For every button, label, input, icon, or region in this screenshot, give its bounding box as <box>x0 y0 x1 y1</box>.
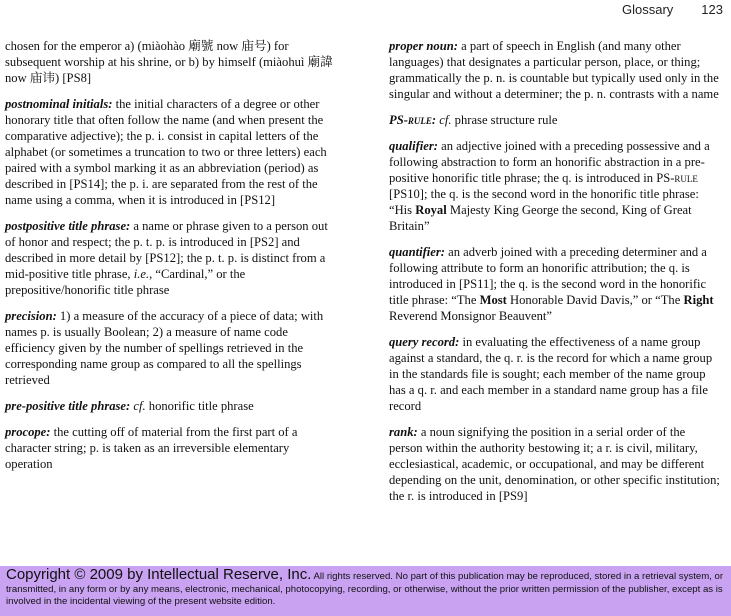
entry-query-record <box>389 334 721 414</box>
copyright-footer <box>0 566 731 616</box>
entry-term: precision: <box>5 309 57 323</box>
entry-quantifier <box>389 244 721 324</box>
entry-cf: cf. <box>133 399 146 413</box>
entry-definition: 1) a measure of the accuracy of a piece of data; with names p. is usually Boolean; 2) a measure of name code efficiency given by the number of spellings retrieved in the corresponding name group as compared to all the spellings retrieved <box>5 309 324 387</box>
entry-cf: cf. <box>439 113 452 127</box>
entry-definition-end: Majesty King George the second, King of Great Britain” <box>389 203 692 233</box>
entry-term <box>389 113 436 127</box>
entry-definition: the cutting off of material from the first part of a character string; p. is taken as an irreversible elementary operation <box>5 425 298 471</box>
section-title: Glossary <box>622 2 674 17</box>
entry-rank <box>389 424 721 504</box>
entry-term: rank: <box>389 425 418 439</box>
entry-procope <box>5 424 337 472</box>
entry-definition-cont: , “Cardinal,” or the prepositive/honorific title phrase <box>5 267 246 297</box>
left-column <box>5 38 337 482</box>
copyright-notice: Copyright © 2009 by Intellectual Reserve, Inc. <box>6 566 312 583</box>
entry-bold-word: Royal <box>415 203 447 217</box>
entry-definition-cont: Honorable David Davis,” or “The <box>506 293 684 307</box>
entry-term: postpositive title phrase: <box>5 219 131 233</box>
entry-term: pre-positive title phrase: <box>5 399 131 413</box>
entry-postnominal-initials <box>5 96 337 208</box>
page-header <box>622 2 723 17</box>
entry-precision <box>5 308 337 388</box>
entry-definition-end: Reverend Monsignor Beauvent” <box>389 309 552 323</box>
entry-ps-rule <box>389 112 721 128</box>
entry-term: proper noun: <box>389 39 458 53</box>
entry-ie: i.e. <box>133 267 150 281</box>
entry-definition: honorific title phrase <box>145 399 254 413</box>
page-number: 123 <box>701 2 723 17</box>
entry-rule-smallcaps: rule <box>674 171 698 185</box>
entry-term-colon: : <box>431 113 437 127</box>
entry-term: quantifier: <box>389 245 445 259</box>
entry-term-prefix: PS- <box>389 113 408 127</box>
entry-definition-cont: [PS10]; the q. is the second word in the honorific title phrase: “His <box>389 187 699 217</box>
entry-qualifier <box>389 138 721 234</box>
entry-bold-word: Most <box>479 293 507 307</box>
entry-term-smallcaps: rule <box>407 113 432 127</box>
entry-definition: the initial characters of a degree or other honorary title that often follow the name (and when present the comparative adjective); the p. i. consist in capital letters of the alphabet (or sometimes a truncation to two or three letters) each paired with a symbol marking it as an abbreviation (period) as described in [PS14]; the p. i. are separated from the rest of the name using a comma, when it is introduced in [PS12] <box>5 97 327 207</box>
entry-definition: in evaluating the effectiveness of a name group against a standard, the q. r. is the record for which a name group in the standards file is sought; each member of the name group has a q. r. and each member in a standard name group has a file record <box>389 335 713 413</box>
entry-definition: a noun signifying the position in a serial order of the person within the authority bestowing it; a r. is civil, military, ecclesiastical, academic, or occupational, and may be different depending on the unit, denomination, or other specific institution; the r. is introduced in [PS9] <box>389 425 720 503</box>
entry-definition: an adjective joined with a preceding possessive and a following abstraction to form an honorific abstraction in a pre-positive honorific title phrase; the q. is introduced in PS- <box>389 139 710 185</box>
entry-bold-word-2: Right <box>683 293 714 307</box>
entry-term: qualifier: <box>389 139 438 153</box>
right-column <box>389 38 721 514</box>
entry-definition: an adverb joined with a preceding determiner and a following attribute to form an honorific attribution; the q. is introduced in [PS11]; the q. is the second word in the honorific title phrase: “The <box>389 245 707 307</box>
entry-pre-positive-title-phrase <box>5 398 337 414</box>
entry-term: procope: <box>5 425 51 439</box>
entry-definition: phrase structure rule <box>451 113 558 127</box>
entry-continuation: chosen for the emperor a) (miàohào 廟號 now 庙号) for subsequent worship at his shrine, or b) by himself (miàohuì 廟諱 now 庙讳) [PS8] <box>5 39 333 85</box>
entry-postpositive-title-phrase <box>5 218 337 298</box>
entry-term: query record: <box>389 335 460 349</box>
entry-term: postnominal initials: <box>5 97 113 111</box>
entry-definition: a part of speech in English (and many other languages) that designates a particular person, place, or thing; grammatically the p. n. is countable but typically used only in the singular and without a determiner; the p. n. contrasts with a name <box>389 39 719 101</box>
entry-definition: a name or phrase given to a person out of honor and respect; the p. t. p. is introduced in [PS2] and described in more detail by [PS12]; the p. t. p. is distinct from a mid-positive title phrase, <box>5 219 328 281</box>
rights-statement: All rights reserved. No part of this publication may be reproduced, stored in a retrieval system, or transmitted, in any form or by any means, electronic, mechanical, photocopying, recording, or otherwise, without the prior written permission of the publisher, except as is involved in the incidental viewing of the present website edition. <box>6 571 724 607</box>
entry-proper-noun <box>389 38 721 102</box>
